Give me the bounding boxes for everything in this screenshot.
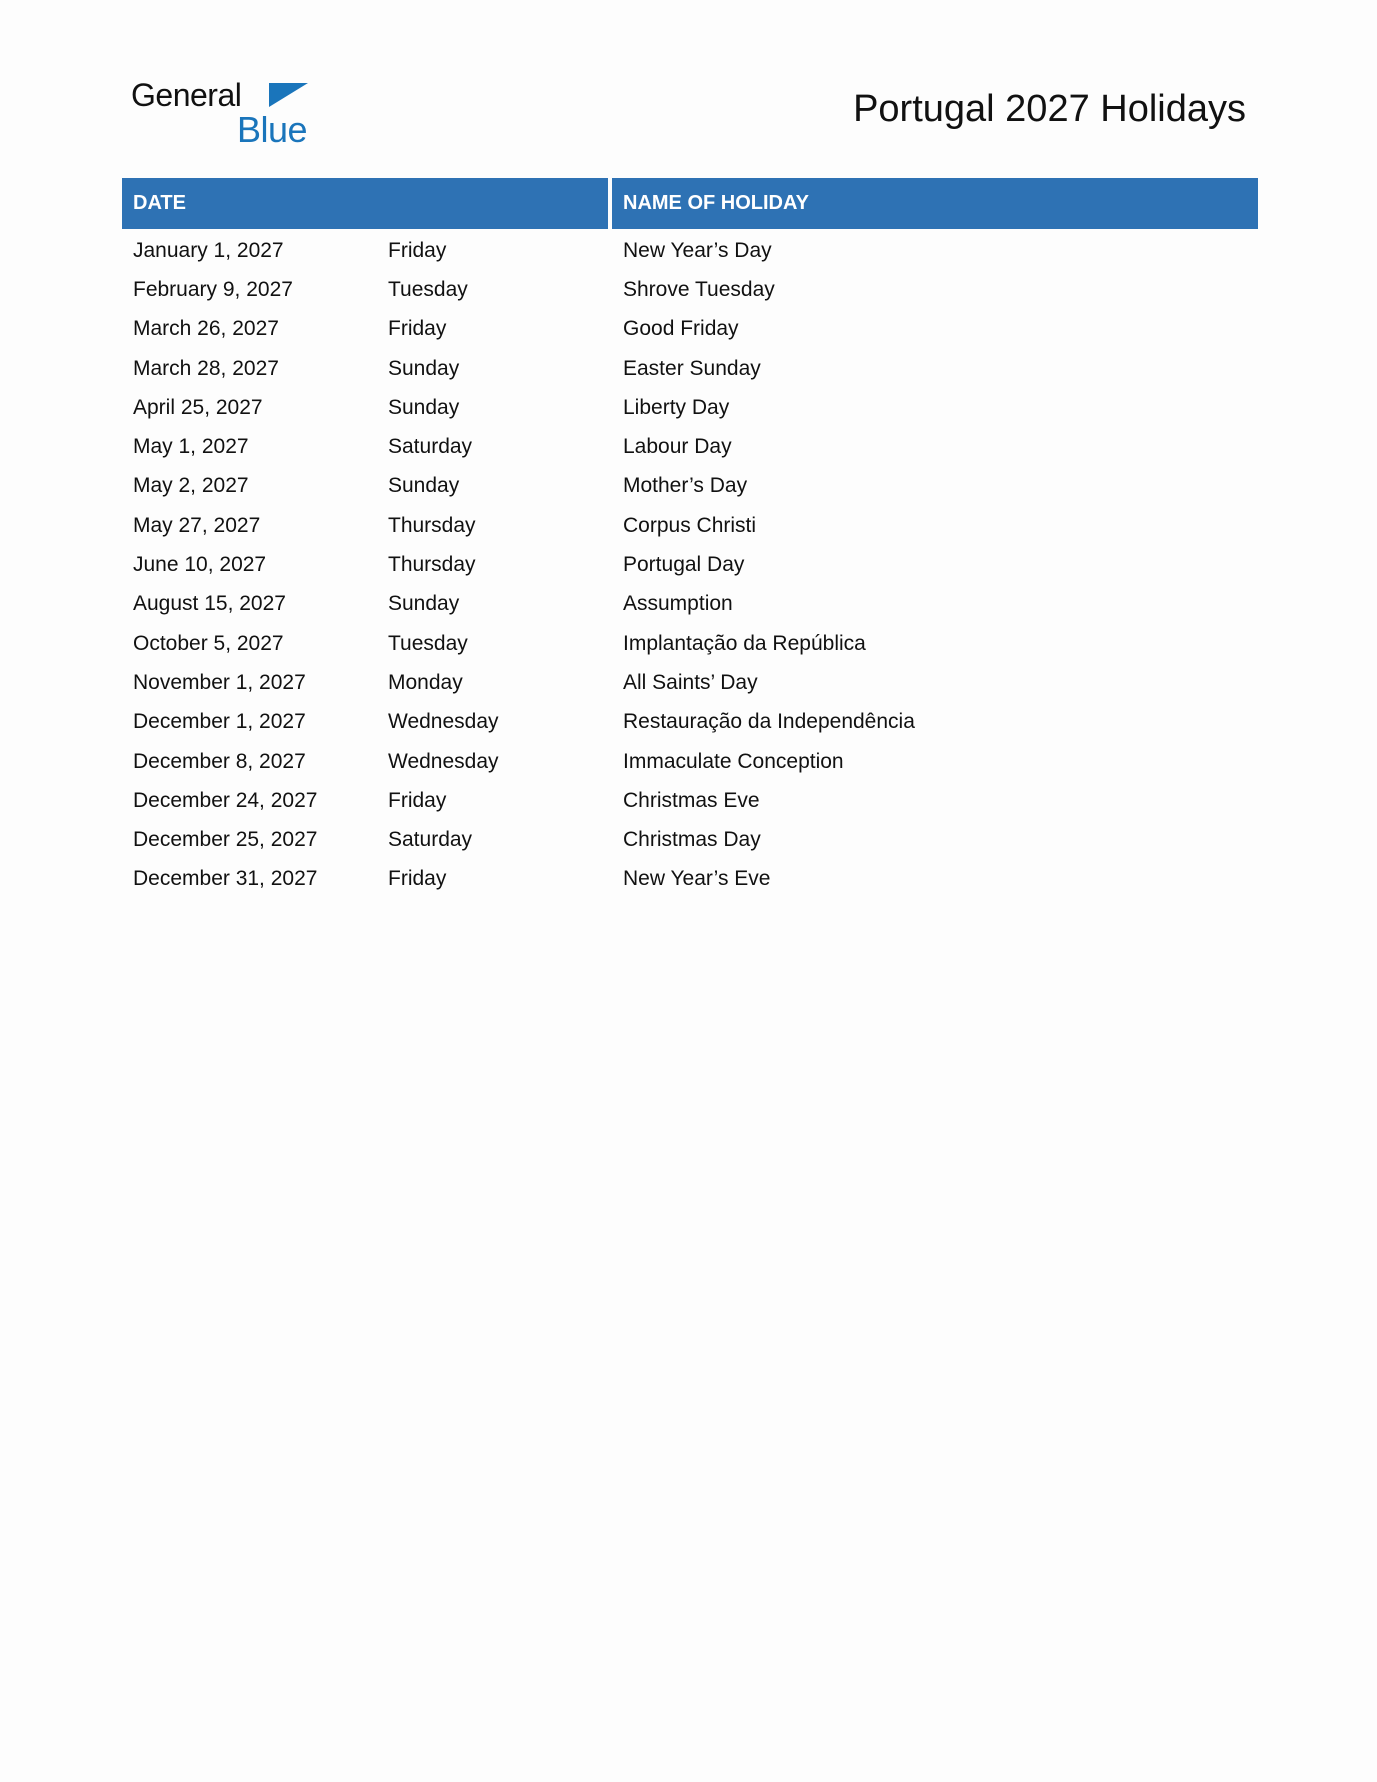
column-header-holiday-name: NAME OF HOLIDAY (612, 178, 1258, 229)
holiday-weekday: Saturday (388, 828, 473, 852)
holiday-weekday: Tuesday (388, 277, 468, 301)
holiday-name: Liberty Day (623, 395, 730, 419)
holiday-weekday: Monday (388, 670, 463, 694)
holiday-weekday: Sunday (388, 395, 460, 419)
holiday-name: New Year’s Eve (623, 867, 771, 891)
table-row (122, 860, 1258, 899)
table-row (122, 349, 1258, 388)
holiday-name: Good Friday (623, 317, 739, 341)
holiday-weekday: Thursday (388, 553, 476, 577)
table-row (122, 742, 1258, 781)
holidays-table (122, 178, 1258, 899)
holiday-date: December 8, 2027 (133, 749, 306, 773)
table-row (122, 506, 1258, 545)
holiday-date: January 1, 2027 (133, 238, 284, 262)
holiday-name: New Year’s Day (623, 238, 772, 262)
table-row (122, 781, 1258, 820)
holiday-weekday: Saturday (388, 435, 473, 459)
holiday-name: Labour Day (623, 435, 732, 459)
holiday-date: April 25, 2027 (133, 395, 263, 419)
logo-text-general: General (131, 77, 242, 113)
holiday-date: October 5, 2027 (133, 631, 284, 655)
holiday-date: December 31, 2027 (133, 867, 318, 891)
generalblue-logo (131, 76, 321, 156)
table-row (122, 270, 1258, 309)
holiday-date: May 27, 2027 (133, 513, 261, 537)
table-row (122, 703, 1258, 742)
table-row (122, 388, 1258, 427)
holiday-name: Corpus Christi (623, 513, 757, 537)
holiday-weekday: Friday (388, 317, 447, 341)
column-header-date: DATE (122, 178, 608, 229)
holiday-weekday: Friday (388, 238, 447, 262)
table-header (122, 178, 1258, 229)
table-row (122, 310, 1258, 349)
holiday-weekday: Wednesday (388, 749, 499, 773)
holiday-name: Easter Sunday (623, 356, 761, 380)
holiday-name: Mother’s Day (623, 474, 748, 498)
table-row (122, 585, 1258, 624)
holiday-name: Assumption (623, 592, 733, 616)
holiday-date: May 1, 2027 (133, 435, 249, 459)
holiday-date: November 1, 2027 (133, 670, 306, 694)
holiday-name: All Saints’ Day (623, 670, 758, 694)
holiday-weekday: Wednesday (388, 710, 499, 734)
table-row (122, 231, 1258, 270)
holiday-name: Christmas Eve (623, 788, 760, 812)
holiday-date: February 9, 2027 (133, 277, 293, 301)
holiday-name: Restauração da Independência (623, 710, 915, 734)
holiday-name: Immaculate Conception (623, 749, 844, 773)
holiday-date: August 15, 2027 (133, 592, 286, 616)
table-row (122, 427, 1258, 466)
holiday-date: December 25, 2027 (133, 828, 318, 852)
holiday-date: March 28, 2027 (133, 356, 279, 380)
holiday-weekday: Sunday (388, 356, 460, 380)
table-row (122, 820, 1258, 859)
table-row (122, 624, 1258, 663)
logo-text-blue: Blue (237, 109, 308, 150)
table-row (122, 663, 1258, 702)
holiday-weekday: Sunday (388, 474, 460, 498)
logo-triangle-icon (269, 83, 308, 107)
table-body (122, 229, 1258, 899)
page-title: Portugal 2027 Holidays (853, 88, 1246, 130)
holiday-weekday: Thursday (388, 513, 476, 537)
holiday-name: Shrove Tuesday (623, 277, 775, 301)
holiday-date: December 1, 2027 (133, 710, 306, 734)
holiday-weekday: Tuesday (388, 631, 468, 655)
holiday-date: December 24, 2027 (133, 788, 318, 812)
holiday-date: June 10, 2027 (133, 553, 267, 577)
holiday-name: Portugal Day (623, 553, 745, 577)
holiday-weekday: Friday (388, 867, 447, 891)
table-row (122, 545, 1258, 584)
holiday-name: Implantação da República (623, 631, 866, 655)
table-row (122, 467, 1258, 506)
holiday-weekday: Friday (388, 788, 447, 812)
holiday-date: May 2, 2027 (133, 474, 249, 498)
holiday-date: March 26, 2027 (133, 317, 279, 341)
holiday-weekday: Sunday (388, 592, 460, 616)
holiday-name: Christmas Day (623, 828, 761, 852)
